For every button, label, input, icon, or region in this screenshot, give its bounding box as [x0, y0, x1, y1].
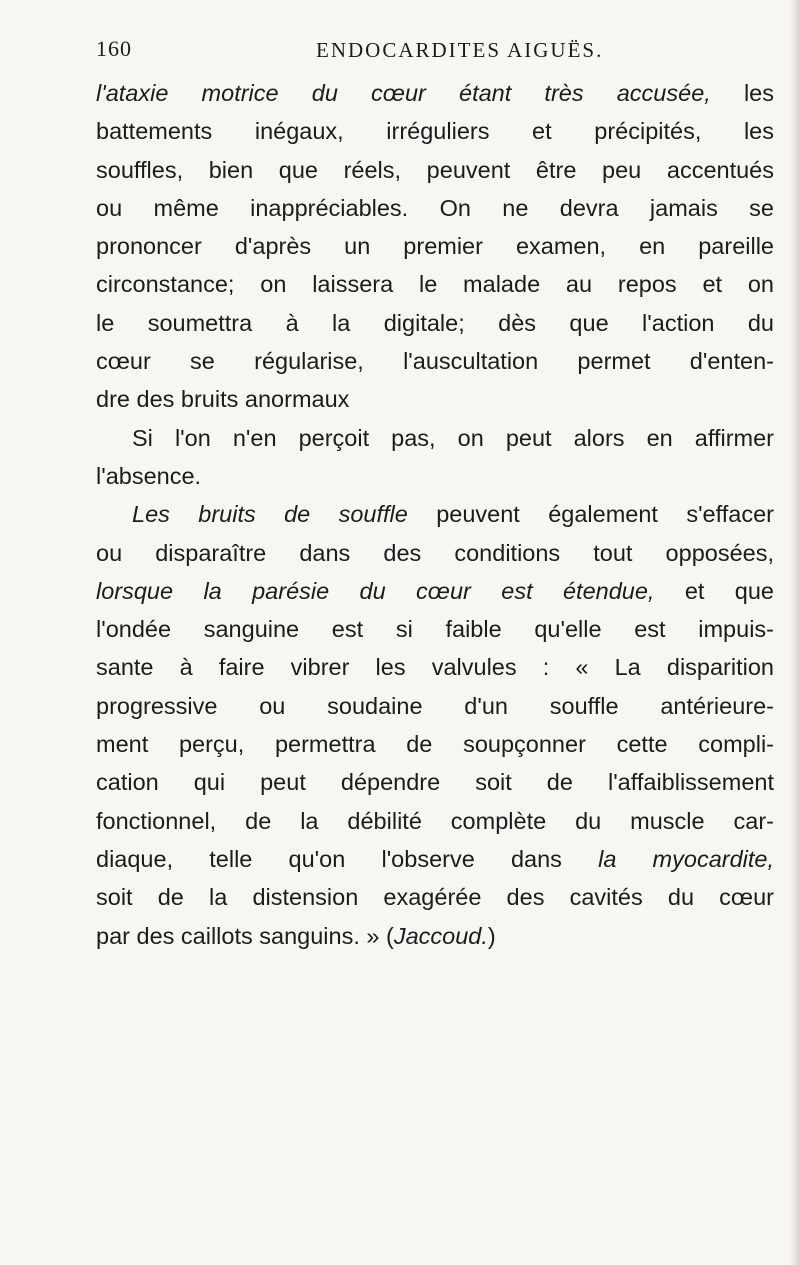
text-line: ou disparaître dans des conditions tout opposées,: [96, 539, 774, 566]
text-line: [96, 917, 774, 955]
text-line: Si l'on n'en perçoit pas, on peut alors en affirmer: [132, 424, 774, 451]
text-segment: ): [487, 922, 496, 949]
text-segment: par des caillots sanguins. » (: [96, 922, 394, 949]
text-line: circonstance; on laissera le malade au repos et on: [96, 271, 774, 298]
text-line: [96, 495, 774, 533]
text-line: [96, 74, 774, 112]
text-line: dre des bruits anormaux: [96, 386, 350, 413]
text-line: l'absence.: [96, 462, 202, 489]
text-line: [96, 572, 774, 610]
text-line: soit de la distension exagérée des cavités du cœur: [96, 884, 774, 911]
italic-phrase: l'ataxie motrice du cœur étant très accusée,: [96, 80, 711, 106]
page-number: 160: [96, 36, 132, 61]
text-line: le soumettra à la digitale; dès que l'action du: [96, 309, 774, 336]
italic-phrase: lorsque la parésie du cœur est étendue,: [96, 577, 655, 604]
text-line: sante à faire vibrer les valvules : « La disparition: [96, 654, 774, 681]
text-line: prononcer d'après un premier examen, en pareille: [96, 233, 774, 260]
text-line: [96, 840, 774, 878]
text-line: l'ondée sanguine est si faible qu'elle est impuis-: [96, 616, 774, 643]
text-line: cœur se régularise, l'auscultation permet d'enten-: [96, 348, 774, 375]
text-line: cation qui peut dépendre soit de l'affaiblissement: [96, 769, 774, 796]
running-head: [0, 30, 800, 70]
italic-citation: Jaccoud.: [393, 922, 488, 949]
text-segment: et que: [654, 577, 774, 604]
text-line: battements inégaux, irréguliers et précipités, les: [96, 118, 774, 145]
running-title: ENDOCARDITES AIGUËS.: [316, 38, 604, 62]
body-text: [96, 74, 774, 955]
italic-phrase: la myocardite,: [598, 845, 775, 872]
text-line: ou même inappréciables. On ne devra jamais se: [96, 194, 774, 221]
italic-phrase: Les bruits de souffle: [132, 501, 408, 528]
text-line: souffles, bien que réels, peuvent être peu accentués: [96, 156, 774, 183]
text-segment: peuvent également s'effacer: [407, 501, 774, 528]
text-line: fonctionnel, de la débilité complète du muscle car-: [96, 807, 774, 834]
text-segment: diaque, telle qu'on l'observe dans: [96, 845, 599, 872]
text-segment: les: [710, 80, 774, 106]
text-line: ment perçu, permettra de soupçonner cette compli-: [96, 731, 774, 758]
text-line: progressive ou soudaine d'un souffle antérieure-: [96, 692, 774, 719]
page-edge-shadow: [790, 0, 800, 1265]
